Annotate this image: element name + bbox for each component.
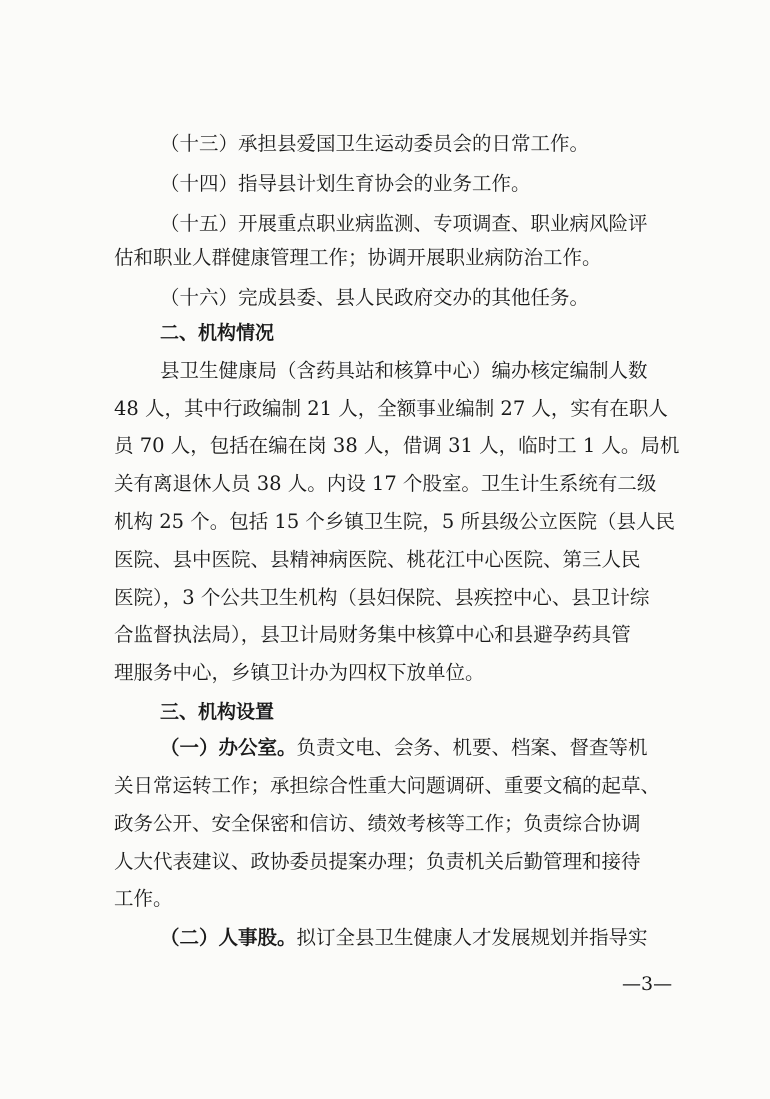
paragraph-line: 48 人，其中行政编制 21 人，全额事业编制 27 人，实有在职人 — [114, 397, 668, 420]
paragraph-line: 医院），3 个公共卫生机构（县妇保院、县疾控中心、县卫计综 — [114, 586, 650, 609]
paragraph-line: 人大代表建议、政协委员提案办理；负责机关后勤管理和接待 — [114, 850, 641, 873]
paragraph-line: 员 70 人，包括在编在岗 38 人，借调 31 人，临时工 1 人。局机 — [114, 434, 680, 457]
page-number: —3— — [622, 973, 673, 995]
section-heading-institution-setup: 三、机构设置 — [160, 701, 275, 723]
paragraph-line: 机构 25 个。包括 15 个乡镇卫生院，5 所县级公立医院（县人民 — [114, 510, 676, 533]
personnel-title: （二）人事股。 — [160, 926, 297, 949]
item-16: （十六）完成县委、县人民政府交办的其他任务。 — [160, 286, 590, 309]
paragraph-line: 县卫生健康局（含药具站和核算中心）编办核定编制人数 — [160, 359, 648, 382]
office-text: 负责文电、会务、机要、档案、督查等机 — [296, 736, 648, 759]
personnel-text: 拟订全县卫生健康人才发展规划并指导实 — [296, 926, 648, 949]
item-15-continued: 估和职业人群健康管理工作；协调开展职业病防治工作。 — [114, 246, 602, 269]
paragraph-line: 理服务中心，乡镇卫计办为四权下放单位。 — [114, 661, 485, 684]
item-14: （十四）指导县计划生育协会的业务工作。 — [160, 172, 531, 195]
paragraph-line: 医院、县中医院、县精神病医院、桃花江中心医院、第三人民 — [114, 548, 641, 571]
office-title: （一）办公室。 — [160, 736, 297, 759]
paragraph-line: 关有离退休人员 38 人。内设 17 个股室。卫生计生系统有二级 — [114, 472, 657, 495]
paragraph-line: 工作。 — [114, 887, 173, 910]
paragraph-line: 合监督执法局），县卫计局财务集中核算中心和县避孕药具管 — [114, 623, 631, 646]
office-paragraph-first-line — [160, 736, 648, 760]
item-15: （十五）开展重点职业病监测、专项调查、职业病风险评 — [160, 212, 648, 235]
personnel-paragraph-first-line — [160, 926, 648, 950]
item-13: （十三）承担县爱国卫生运动委员会的日常工作。 — [160, 132, 590, 155]
section-heading-institution-status: 二、机构情况 — [160, 322, 275, 344]
paragraph-line: 关日常运转工作；承担综合性重大问题调研、重要文稿的起草、 — [114, 774, 661, 797]
paragraph-line: 政务公开、安全保密和信访、绩效考核等工作；负责综合协调 — [114, 812, 641, 835]
